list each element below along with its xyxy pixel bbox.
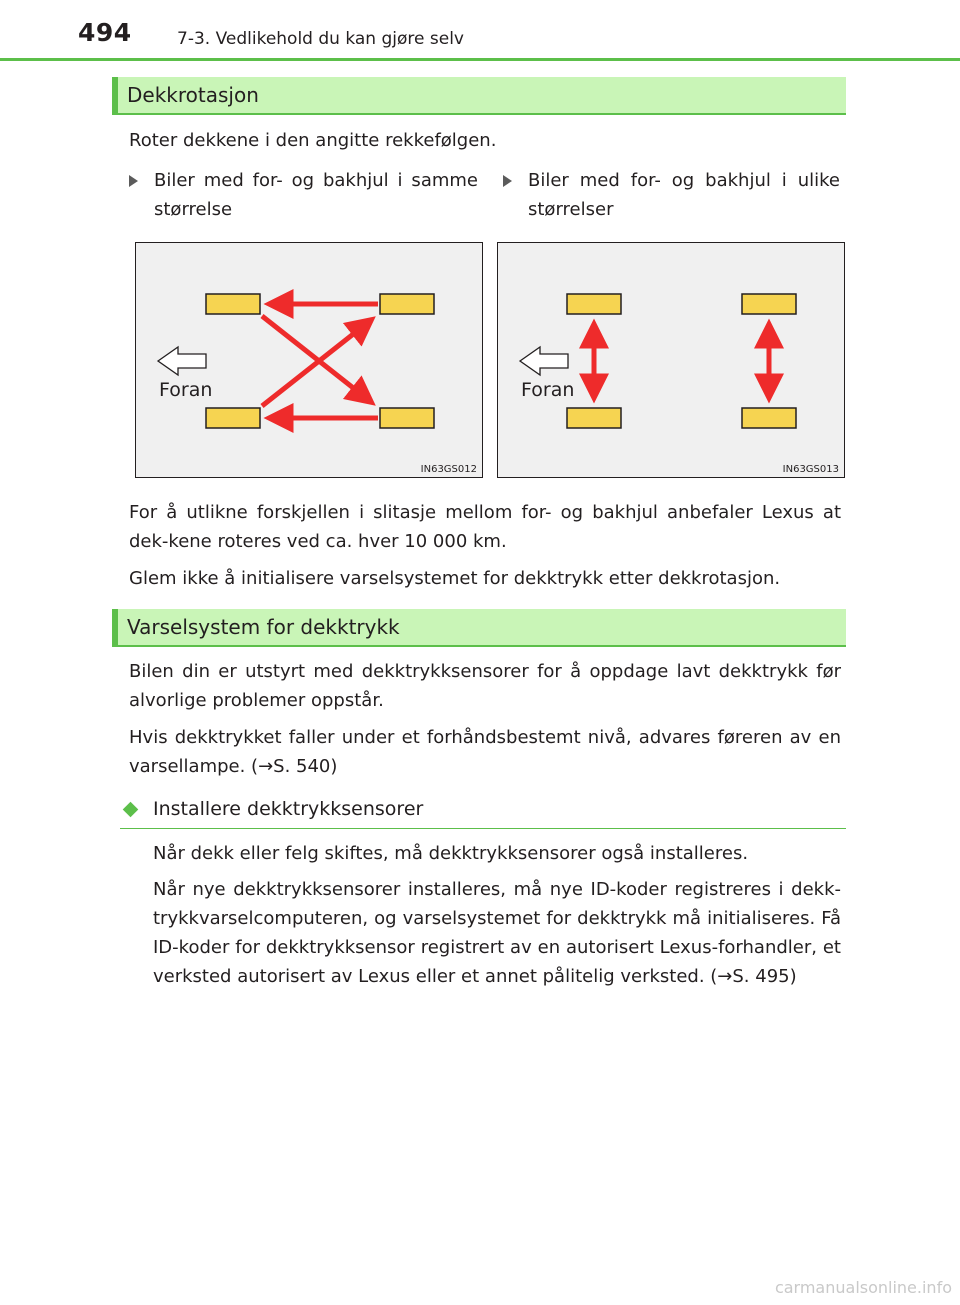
warning-lamp-text: Hvis dekktrykket faller under et forhåndsbestemt nivå, advares føreren av en varsellampe. (→S. 540)	[129, 727, 841, 777]
tire-front-left-icon	[206, 294, 260, 314]
page-number: 494	[78, 18, 132, 47]
front-direction-arrow-icon	[158, 347, 206, 375]
tire-front-left-icon	[567, 294, 621, 314]
bullet-text: Biler med for- og bakhjul i samme størrelse	[154, 170, 478, 220]
rotation-diagram-straight	[497, 242, 845, 478]
sensor-install-text: Når dekk eller felg skiftes, må dekktrykksensorer også installeres.	[153, 843, 749, 864]
section-heading-stripe	[112, 609, 118, 645]
tire-front-right-icon	[206, 408, 260, 428]
subsection-heading-sensors	[120, 796, 846, 829]
foran-label: Foran	[159, 379, 213, 401]
arrow-cross-front-to-rear	[262, 316, 366, 398]
rotation-intro: Roter dekkene i den angitte rekkefølgen.	[129, 130, 497, 151]
tire-rear-left-icon	[380, 294, 434, 314]
figure-code: IN63GS012	[420, 464, 477, 475]
sensor-registration-text: Når nye dekktrykksensorer installeres, må nye ID-koder registreres i dekk-trykkvarselcomputeren, og varselsystemet for dekktrykk må initialiseres. Få ID-koder for dekktrykksensor registrert av en autorisert Lexus-forhandler, et verksted autorisert av Lexus eller et annet pålitelig verksted. (→S. 495)	[153, 879, 841, 987]
warning-intro: Bilen din er utstyrt med dekktrykksensorer for å oppdage lavt dekktrykk før alvorlige problemer oppstår.	[129, 661, 841, 711]
triangle-bullet-icon	[503, 175, 512, 187]
rotation-diagram-cross-svg	[136, 243, 484, 479]
rotation-diagram-cross	[135, 242, 483, 478]
rotation-interval-text: For å utlikne forskjellen i slitasje mellom for- og bakhjul anbefaler Lexus at dek-kene roteres ved ca. hver 10 000 km.	[129, 502, 841, 552]
watermark: carmanualsonline.info	[774, 1278, 952, 1297]
bullet-text: Biler med for- og bakhjul i ulike størrelser	[528, 170, 840, 220]
section-title-warning: Varselsystem for dekktrykk	[127, 615, 400, 639]
section-heading-warning	[112, 609, 846, 647]
subsection-title: Installere dekktrykksensorer	[153, 798, 424, 820]
bullet-different-size	[503, 166, 840, 226]
tire-rear-left-icon	[742, 294, 796, 314]
section-heading-rotation	[112, 77, 846, 115]
bullet-same-size	[129, 166, 478, 226]
foran-label: Foran	[521, 379, 575, 401]
running-head: 7-3. Vedlikehold du kan gjøre selv	[177, 29, 464, 49]
diamond-bullet-icon	[123, 802, 139, 818]
rotation-reminder-text: Glem ikke å initialisere varselsystemet for dekktrykk etter dekkrotasjon.	[129, 568, 781, 589]
section-heading-stripe	[112, 77, 118, 113]
section-title-rotation: Dekkrotasjon	[127, 83, 259, 107]
triangle-bullet-icon	[129, 175, 138, 187]
arrow-cross-front-to-rear-2	[262, 324, 366, 406]
front-direction-arrow-icon	[520, 347, 568, 375]
tire-front-right-icon	[567, 408, 621, 428]
tire-rear-right-icon	[742, 408, 796, 428]
figure-code: IN63GS013	[782, 464, 839, 475]
rotation-diagram-straight-svg	[498, 243, 846, 479]
tire-rear-right-icon	[380, 408, 434, 428]
header-rule	[0, 58, 960, 61]
